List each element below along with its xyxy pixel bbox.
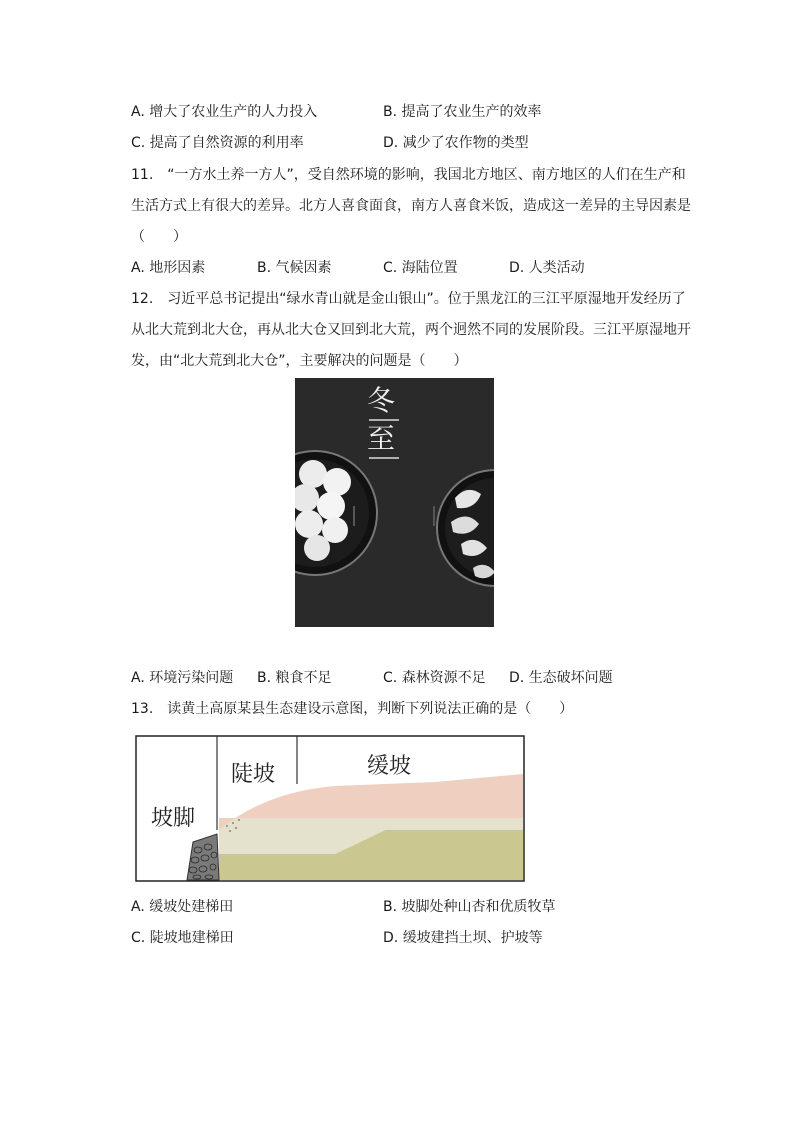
q13-stem: 13. 读黄土高原某县生态建设示意图，判断下列说法正确的是（ ） bbox=[131, 701, 574, 717]
q11-option-b[interactable] bbox=[257, 258, 332, 278]
option-letter: C. bbox=[131, 135, 146, 151]
q10-option-a[interactable] bbox=[131, 102, 317, 122]
photo-title-char-1: 冬 bbox=[367, 384, 396, 417]
option-letter: D. bbox=[509, 260, 525, 276]
option-letter: C. bbox=[383, 670, 398, 686]
option-text: 缓坡建挡土坝、护坡等 bbox=[402, 930, 543, 946]
q12-stem-line-2: 从北大荒到北大仓，再从北大仓又回到北大荒，两个迥然不同的发展阶段。三江平原湿地开 bbox=[131, 322, 691, 338]
option-letter: A. bbox=[131, 670, 145, 686]
q10-option-b[interactable] bbox=[383, 102, 542, 122]
option-text: 增大了农业生产的人力投入 bbox=[149, 104, 318, 120]
option-text: 人类活动 bbox=[528, 260, 585, 276]
q12-option-d[interactable] bbox=[509, 668, 613, 688]
q11-option-c[interactable] bbox=[383, 258, 458, 278]
q11-stem-line-3: （ ） bbox=[131, 229, 187, 245]
q10-option-d[interactable] bbox=[383, 133, 529, 153]
option-letter: B. bbox=[383, 104, 398, 120]
q12-stem-line-3: 发，由“北大荒到北大仓”，主要解决的问题是（ ） bbox=[131, 353, 468, 369]
option-text: 陡坡地建梯田 bbox=[149, 930, 234, 946]
option-letter: B. bbox=[257, 670, 272, 686]
option-text: 森林资源不足 bbox=[401, 670, 486, 686]
q13-slope-diagram bbox=[135, 734, 527, 882]
option-letter: C. bbox=[131, 930, 146, 946]
option-text: 海陆位置 bbox=[401, 260, 458, 276]
option-text: 气候因素 bbox=[275, 260, 332, 276]
q12-option-b[interactable] bbox=[257, 668, 332, 688]
q11-stem-line-1: 11. “一方水土养一方人”，受自然环境的影响，我国北方地区、南方地区的人们在生产和 bbox=[131, 167, 686, 183]
q12-option-a[interactable] bbox=[131, 668, 233, 688]
option-letter: A. bbox=[131, 104, 145, 120]
q13-option-a[interactable] bbox=[131, 897, 233, 917]
option-letter: A. bbox=[131, 899, 145, 915]
option-text: 减少了农作物的类型 bbox=[402, 135, 529, 151]
q12-option-c[interactable] bbox=[383, 668, 486, 688]
q12-photo bbox=[295, 378, 494, 627]
q13-option-d[interactable] bbox=[383, 928, 543, 948]
q13-option-c[interactable] bbox=[131, 928, 234, 948]
option-letter: B. bbox=[383, 899, 398, 915]
option-letter: C. bbox=[383, 260, 398, 276]
option-text: 缓坡处建梯田 bbox=[149, 899, 234, 915]
q11-stem-line-2: 生活方式上有很大的差异。北方人喜食面食，南方人喜食米饭，造成这一差异的主导因素是 bbox=[131, 198, 691, 214]
option-text: 环境污染问题 bbox=[149, 670, 234, 686]
option-letter: D. bbox=[383, 135, 399, 151]
option-letter: D. bbox=[509, 670, 525, 686]
option-text: 提高了农业生产的效率 bbox=[401, 104, 542, 120]
photo-title-char-2: 至 bbox=[367, 422, 396, 455]
label-slope-foot: 坡脚 bbox=[151, 806, 196, 831]
q10-option-c[interactable] bbox=[131, 133, 304, 153]
photo-graphic bbox=[295, 378, 494, 627]
label-gentle-slope: 缓坡 bbox=[367, 754, 412, 779]
option-text: 粮食不足 bbox=[275, 670, 332, 686]
option-letter: D. bbox=[383, 930, 399, 946]
q11-option-a[interactable] bbox=[131, 258, 205, 278]
option-text: 坡脚处种山杏和优质牧草 bbox=[401, 899, 556, 915]
option-text: 生态破坏问题 bbox=[528, 670, 613, 686]
option-text: 地形因素 bbox=[149, 260, 206, 276]
label-steep-slope: 陡坡 bbox=[231, 762, 276, 787]
option-letter: A. bbox=[131, 260, 145, 276]
q13-option-b[interactable] bbox=[383, 897, 556, 917]
q11-option-d[interactable] bbox=[509, 258, 585, 278]
q12-stem-line-1: 12. 习近平总书记提出“绿水青山就是金山银山”。位于黑龙江的三江平原湿地开发经历了 bbox=[131, 291, 686, 307]
option-letter: B. bbox=[257, 260, 272, 276]
option-text: 提高了自然资源的利用率 bbox=[149, 135, 304, 151]
